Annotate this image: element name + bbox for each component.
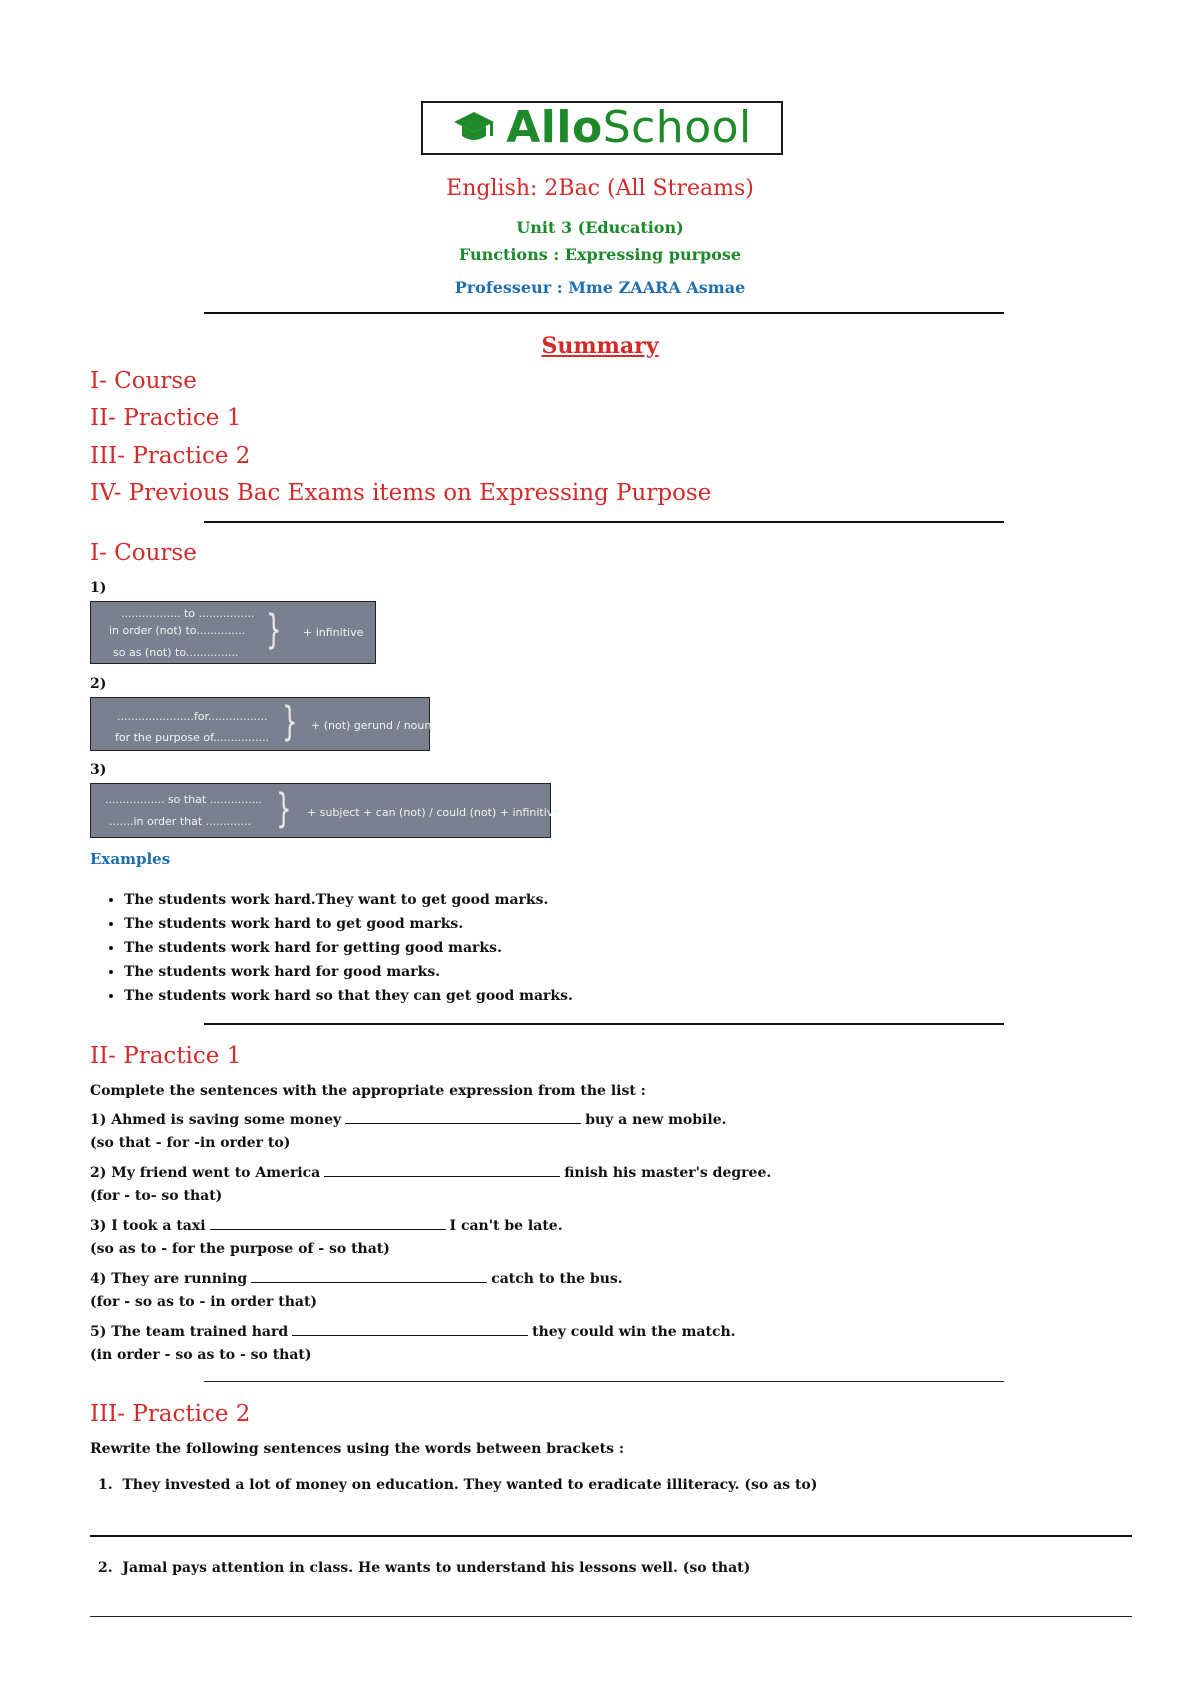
rewrite-number: 2. [98,1560,113,1576]
rule-line: for the purpose of................ [115,731,270,744]
exercise-item [90,1270,623,1287]
rule-result: + infinitive [303,626,364,639]
exercise-options: (so that - for -in order to) [90,1135,291,1151]
practice1-instruction: Complete the sentences with the appropriate expression from the list : [90,1083,646,1099]
exercise-after: buy a new mobile. [585,1112,727,1128]
example-item: • The students work hard for good marks. [124,960,573,984]
practice2-instruction: Rewrite the following sentences using the words between brackets : [90,1441,625,1457]
course-title: I- Course [90,540,197,566]
exercise-before: 5) The team trained hard [90,1324,289,1340]
answer-blank[interactable] [345,1111,581,1124]
example-item: • The students work hard for getting good marks. [124,936,573,960]
rule-result: + (not) gerund / noun [311,719,432,732]
practice1-title: II- Practice 1 [90,1043,242,1069]
logo-brand-bold: Allo [506,102,603,153]
teacher-name: Professeur : Mme ZAARA Asmae [454,278,746,297]
rule-line: ................. so that ............... [105,793,263,806]
box-label: 1) [90,580,107,596]
rule-box-infinitive [90,601,376,664]
divider [204,1381,1004,1382]
brace-icon: } [282,699,298,745]
exercise-options: (for - to- so that) [90,1188,223,1204]
example-item: • The students work hard so that they can get good marks. [124,984,573,1008]
summary-item: I- Course [90,368,197,394]
rule-line: ......................for................. [117,710,268,723]
example-item: • The students work hard to get good marks. [124,912,573,936]
summary-item: III- Practice 2 [90,443,251,469]
divider [204,521,1004,523]
rewrite-text: They invested a lot of money on education. They wanted to eradicate illiteracy. (so as to) [122,1477,818,1493]
answer-line[interactable] [90,1616,1132,1617]
rule-line: ................. to ................ [121,607,255,620]
rewrite-item [98,1560,750,1576]
exercise-after: I can't be late. [449,1218,563,1234]
summary-title: Summary [541,333,659,359]
unit-title: Unit 3 (Education) [516,218,684,237]
summary-item: IV- Previous Bac Exams items on Expressing Purpose [90,480,712,506]
answer-blank[interactable] [292,1323,528,1336]
exercise-item [90,1111,726,1128]
answer-blank[interactable] [251,1270,487,1283]
exercise-before: 3) I took a taxi [90,1218,206,1234]
alloschool-logo [421,101,783,155]
exercise-after: they could win the match. [532,1324,736,1340]
exercise-after: finish his master's degree. [564,1165,772,1181]
graduation-cap-icon [452,110,496,146]
brace-icon: } [266,607,282,653]
exercise-options: (so as to - for the purpose of - so that) [90,1241,390,1257]
rule-box-subject [90,783,561,838]
exercise-options: (in order - so as to - so that) [90,1347,312,1363]
example-item: • The students work hard.They want to get good marks. [124,888,573,912]
exercise-item [90,1323,736,1340]
rule-box-gerund [90,697,430,751]
exercise-item [90,1217,563,1234]
examples-list [86,888,573,1008]
practice2-title: III- Practice 2 [90,1401,251,1427]
answer-line[interactable] [90,1535,1132,1537]
logo-brand-regular: School [602,102,752,153]
exercise-before: 2) My friend went to America [90,1165,321,1181]
summary-item: II- Practice 1 [90,405,242,431]
functions-title: Functions : Expressing purpose [458,245,742,264]
exercise-after: catch to the bus. [491,1271,623,1287]
rule-line: .......in order that ............. [109,815,252,828]
divider [204,1023,1004,1025]
rule-result: + subject + can (not) / could (not) + infinitive [307,806,561,819]
answer-blank[interactable] [210,1217,446,1230]
divider [204,312,1004,314]
rule-line: in order (not) to.............. [109,624,246,637]
rewrite-number: 1. [98,1477,113,1493]
rewrite-item [98,1477,817,1493]
exercise-before: 4) They are running [90,1271,248,1287]
exercise-item [90,1164,771,1181]
examples-title: Examples [90,850,171,868]
exercise-options: (for - so as to - in order that) [90,1294,318,1310]
box-label: 2) [90,676,107,692]
brace-icon: } [276,786,292,832]
answer-blank[interactable] [324,1164,560,1177]
subject-title: English: 2Bac (All Streams) [446,176,754,201]
box-label: 3) [90,762,107,778]
rule-line: so as (not) to............... [113,646,239,659]
exercise-before: 1) Ahmed is saving some money [90,1112,342,1128]
rewrite-text: Jamal pays attention in class. He wants to understand his lessons well. (so that) [122,1560,751,1576]
